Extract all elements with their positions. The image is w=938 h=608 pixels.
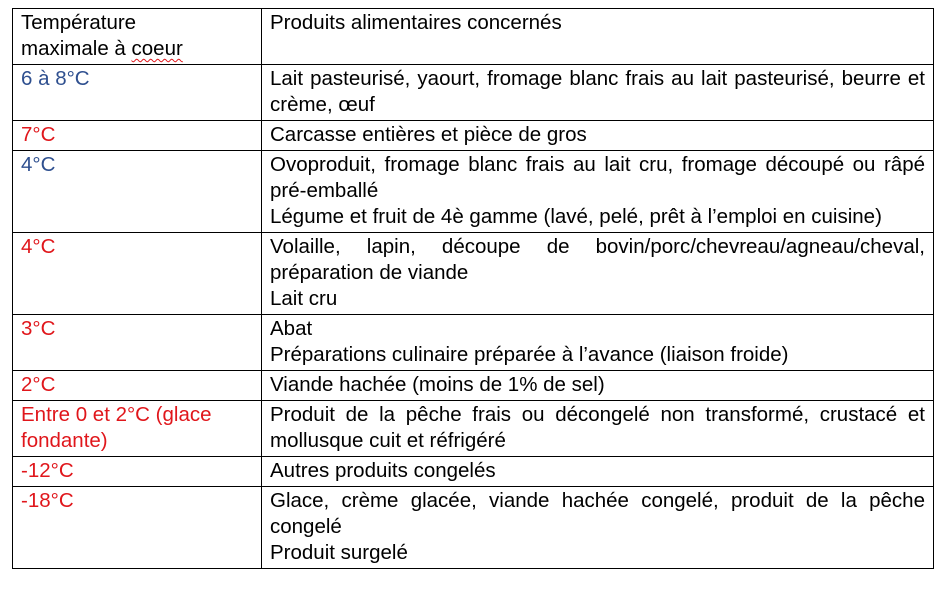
table-row — [13, 401, 934, 457]
table-row — [13, 487, 934, 569]
product-line: Autres produits congelés — [270, 459, 496, 482]
table-row — [13, 121, 934, 151]
table-row — [13, 371, 934, 401]
temperature-cell: -12°C — [13, 457, 262, 487]
products-cell — [262, 65, 934, 121]
products-cell — [262, 151, 934, 233]
header-temperature-cell — [13, 9, 262, 65]
temperature-cell: 3°C — [13, 315, 262, 371]
products-cell — [262, 401, 934, 457]
products-cell — [262, 457, 934, 487]
products-cell — [262, 315, 934, 371]
product-line: Lait pasteurisé, yaourt, fromage blanc frais au lait pasteurisé, beurre et crème, œuf — [270, 67, 925, 116]
table-row — [13, 233, 934, 315]
table-row — [13, 315, 934, 371]
product-line: Préparations culinaire préparée à l’avance (liaison froide) — [270, 343, 789, 366]
temperature-cell: 4°C — [13, 151, 262, 233]
product-line: Produit de la pêche frais ou décongelé non transformé, crustacé et mollusque cuit et réfrigéré — [270, 403, 925, 452]
products-cell — [262, 233, 934, 315]
temperature-table — [12, 8, 934, 569]
temperature-cell: 7°C — [13, 121, 262, 151]
header-products-cell: Produits alimentaires concernés — [262, 9, 934, 65]
header-temperature-line2-word: coeur — [131, 37, 183, 60]
temperature-cell: 6 à 8°C — [13, 65, 262, 121]
products-cell — [262, 487, 934, 569]
table-header-row — [13, 9, 934, 65]
product-line: Produit surgelé — [270, 541, 408, 564]
product-line: Ovoproduit, fromage blanc frais au lait cru, fromage découpé ou râpé pré-emballé — [270, 153, 925, 202]
product-line: Viande hachée (moins de 1% de sel) — [270, 373, 605, 396]
product-line: Lait cru — [270, 287, 338, 310]
product-line: Volaille, lapin, découpe de bovin/porc/chevreau/agneau/cheval, préparation de viande — [270, 235, 925, 284]
header-temperature-line2-prefix: maximale à — [21, 37, 132, 60]
table-row — [13, 65, 934, 121]
temperature-cell: Entre 0 et 2°C (glace fondante) — [13, 401, 262, 457]
products-cell — [262, 121, 934, 151]
table-row — [13, 151, 934, 233]
products-cell — [262, 371, 934, 401]
table-row — [13, 457, 934, 487]
temperature-cell: -18°C — [13, 487, 262, 569]
temperature-cell: 2°C — [13, 371, 262, 401]
header-temperature-line1: Température — [21, 11, 137, 34]
temperature-cell: 4°C — [13, 233, 262, 315]
product-line: Légume et fruit de 4è gamme (lavé, pelé, prêt à l’emploi en cuisine) — [270, 205, 882, 228]
product-line: Glace, crème glacée, viande hachée congelé, produit de la pêche congelé — [270, 489, 925, 538]
product-line: Carcasse entières et pièce de gros — [270, 123, 587, 146]
product-line: Abat — [270, 317, 313, 340]
